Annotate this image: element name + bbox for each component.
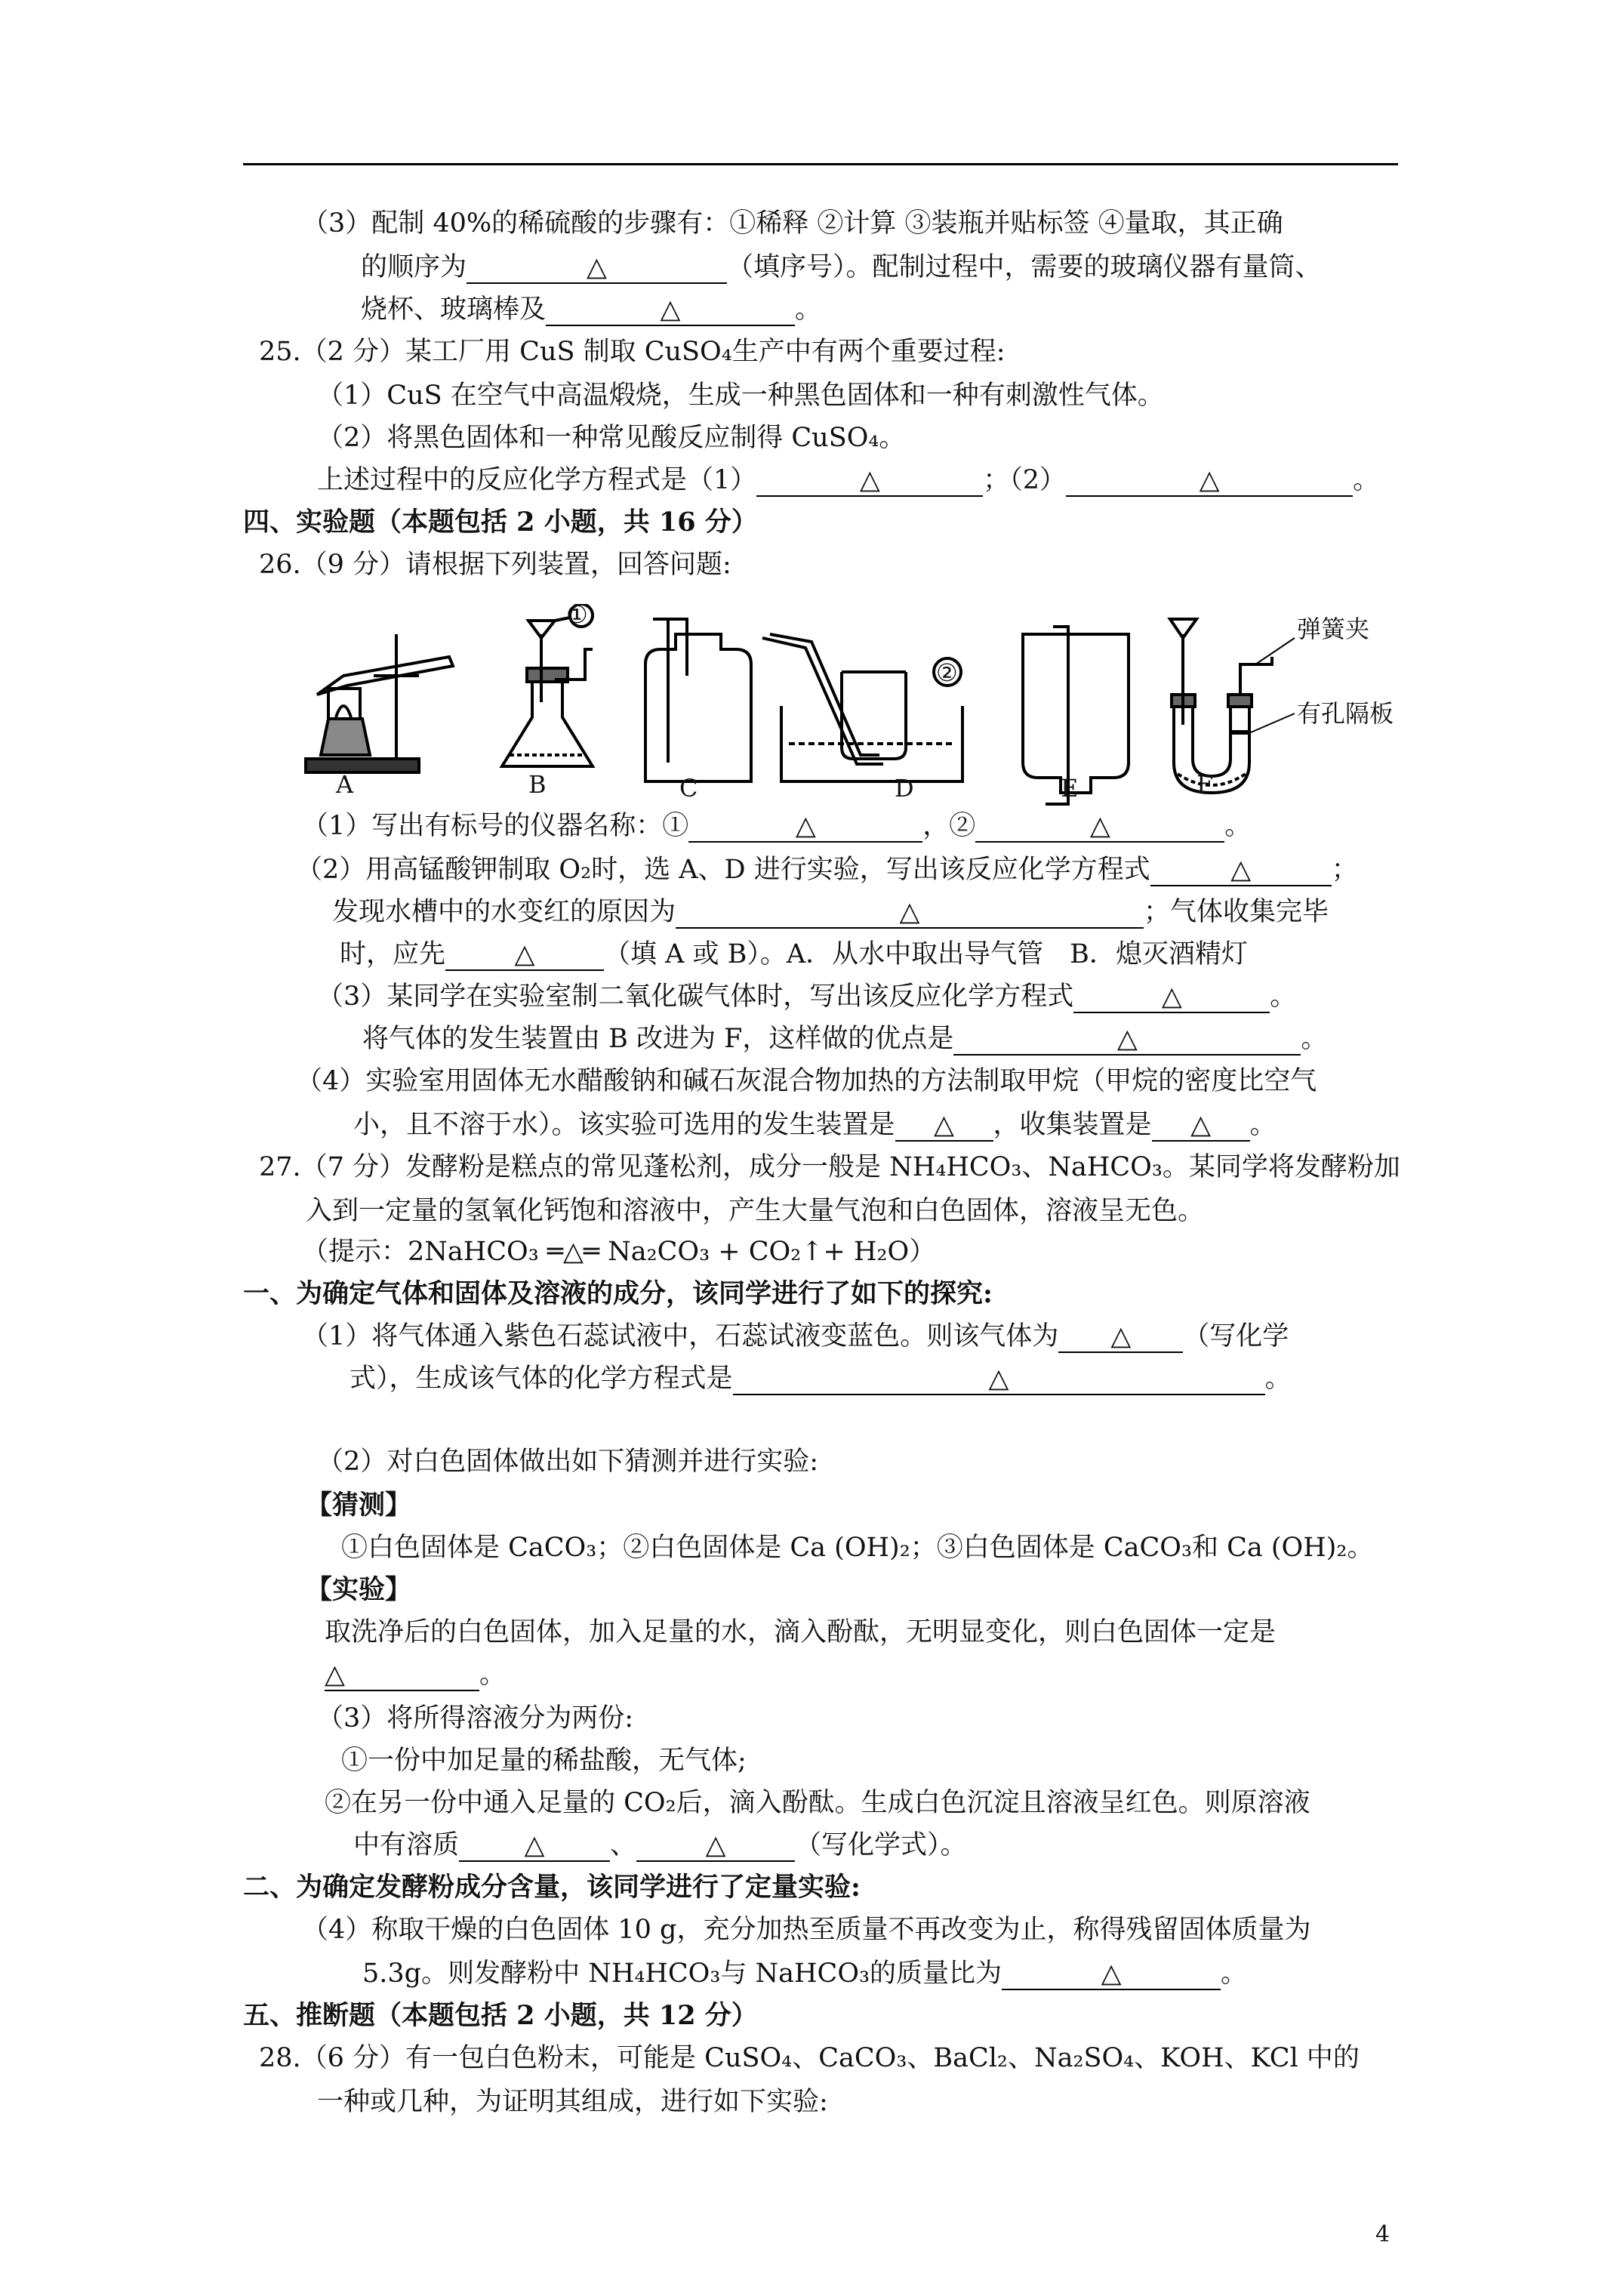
q27-hint: （提示：2NaHCO₃ ═△═ Na₂CO₃ + CO₂↑+ H₂O）	[302, 1237, 936, 1267]
text: 烧杯、玻璃棒及	[361, 294, 547, 325]
text: 的顺序为	[361, 252, 467, 282]
q26-s1	[302, 808, 1251, 844]
apparatus-c-icon	[645, 619, 751, 781]
answer-blank[interactable]: △	[676, 897, 1144, 929]
text: 5.3g。则发酵粉中 NH₄HCO₃与 NaHCO₃的质量比为	[362, 1959, 1002, 1989]
text: 时，应先	[340, 939, 446, 969]
q27-s1-line1	[302, 1318, 1289, 1354]
figure-label-e: E	[1061, 774, 1079, 803]
q25-title: 25.（2 分）某工厂用 CuS 制取 CuSO₄生产中有两个重要过程:	[259, 337, 1006, 367]
answer-blank[interactable]: △	[1002, 1959, 1221, 1990]
answer-blank[interactable]: △	[325, 1660, 479, 1691]
text: 。	[795, 294, 822, 325]
text: 发现水槽中的水变红的原因为	[332, 897, 676, 927]
text: （填 A 或 B）。A．从水中取出导气管 B．熄灭酒精灯	[604, 939, 1248, 969]
q27-part2-heading: 二、为确定发酵粉成分含量，该同学进行了定量实验:	[243, 1872, 861, 1903]
answer-blank[interactable]: △	[1066, 465, 1353, 497]
answer-blank[interactable]: △	[1073, 982, 1270, 1013]
q27-title-line2: 入到一定量的氢氧化钙饱和溶液中，产生大量气泡和白色固体，溶液呈无色。	[306, 1196, 1205, 1226]
text: ；气体收集完毕	[1144, 897, 1329, 927]
q25-step1: （1）CuS 在空气中高温煅烧，生成一种黑色固体和一种有刺激性气体。	[317, 381, 1164, 411]
q27-title-line1: 27.（7 分）发酵粉是糕点的常见蓬松剂，成分一般是 NH₄HCO₃、NaHCO₃。某同学将发酵粉加	[259, 1152, 1400, 1182]
text: （填序号）。配制过程中，需要的玻璃仪器有量筒、	[727, 252, 1322, 282]
answer-blank[interactable]: △	[895, 1110, 993, 1142]
q27-s4-line2	[362, 1955, 1247, 1992]
label-porous-plate: 有孔隔板	[1297, 699, 1394, 728]
text: 。	[1270, 982, 1297, 1012]
text: 。	[1224, 811, 1252, 841]
text: 。	[1301, 1024, 1328, 1054]
answer-blank[interactable]: △	[688, 811, 922, 843]
experiment-heading: 【实验】	[306, 1574, 412, 1605]
q27-s3-item1: ①一份中加足量的稀盐酸，无气体;	[341, 1746, 747, 1776]
answer-blank[interactable]: △	[1152, 1110, 1250, 1142]
answer-blank[interactable]: △	[636, 1830, 795, 1862]
experiment-answer	[325, 1657, 506, 1693]
q26-s2-line2	[332, 894, 1329, 930]
q27-part1-heading: 一、为确定气体和固体及溶液的成分，该同学进行了如下的探究:	[243, 1278, 993, 1309]
q27-s4-line1: （4）称取干燥的白色固体 10 g，充分加热至质量不再改变为止，称得残留固体质量为	[302, 1915, 1311, 1945]
answer-blank[interactable]: △	[467, 252, 727, 284]
q27-s3-item3	[353, 1827, 967, 1863]
section-5-heading: 五、推断题（本题包括 2 小题，共 12 分）	[243, 2000, 758, 2031]
guess-heading: 【猜测】	[306, 1490, 412, 1521]
text: ；（2）	[983, 465, 1067, 495]
label-spring-clip: 弹簧夹	[1297, 615, 1370, 643]
answer-blank[interactable]: △	[975, 811, 1224, 843]
figure-label-c: C	[679, 774, 698, 803]
text: 中有溶质	[353, 1830, 460, 1860]
text: （2）用高锰酸钾制取 O₂时，选 A、D 进行实验，写出该反应化学方程式	[296, 855, 1150, 885]
text: （写化学式）。	[795, 1830, 967, 1860]
text: 。	[1221, 1959, 1248, 1989]
header-rule	[243, 163, 1398, 165]
figure-marker-1: ①	[566, 600, 588, 629]
q27-s3-item2: ②在另一份中通入足量的 CO₂后，滴入酚酞。生成白色沉淀且溶液呈红色。则原溶液	[325, 1788, 1310, 1818]
text: ；	[1331, 855, 1358, 885]
q24-s3-line1: （3）配制 40%的稀硫酸的步骤有：①稀释 ②计算 ③装瓶并贴标签 ④量取，其正确	[302, 208, 1283, 239]
q26-s4-line2	[353, 1107, 1277, 1143]
apparatus-f-icon	[1170, 619, 1295, 793]
text: 式），生成该气体的化学方程式是	[350, 1364, 733, 1394]
text: （1）写出有标号的仪器名称：①	[302, 811, 689, 841]
answer-blank[interactable]: △	[1150, 855, 1332, 886]
experiment-text: 取洗净后的白色固体，加入足量的水，滴入酚酞，无明显变化，则白色固体一定是	[325, 1617, 1277, 1647]
q28-line2: 一种或几种，为证明其组成，进行如下实验:	[317, 2087, 828, 2117]
q26-title: 26.（9 分）请根据下列装置，回答问题:	[259, 550, 731, 580]
text: 上述过程中的反应化学方程式是（1）	[317, 465, 757, 495]
q25-equation-line	[317, 462, 1379, 498]
text: （写化学	[1183, 1321, 1289, 1351]
answer-blank[interactable]: △	[1058, 1321, 1183, 1353]
q27-s3: （3）将所得溶液分为两份:	[317, 1703, 634, 1734]
q26-s2-line3	[340, 936, 1248, 972]
figure-label-d: D	[895, 774, 914, 803]
text: （3）某同学在实验室制二氧化碳气体时，写出该反应化学方程式	[317, 982, 1074, 1012]
answer-blank[interactable]: △	[459, 1830, 610, 1862]
q26-s3-line1	[317, 978, 1296, 1015]
text: 。	[1249, 1110, 1277, 1140]
q26-s3-line2	[362, 1021, 1327, 1057]
page-number: 4	[1375, 2221, 1390, 2248]
figure-label-f: F	[1196, 770, 1214, 799]
q24-s3-line3	[361, 291, 821, 328]
text: （1）将气体通入紫色石蕊试液中，石蕊试液变蓝色。则该气体为	[302, 1321, 1059, 1351]
q26-s4-line1: （4）实验室用固体无水醋酸钠和碱石灰混合物加热的方法制取甲烷（甲烷的密度比空气	[296, 1066, 1317, 1096]
q27-s2: （2）对白色固体做出如下猜测并进行实验:	[317, 1447, 819, 1477]
text: 。	[1264, 1364, 1292, 1394]
figure-label-a: A	[336, 770, 354, 799]
apparatus-d-icon	[762, 634, 962, 781]
figure-label-b: B	[528, 770, 547, 799]
q24-s3-line2	[361, 249, 1322, 285]
guess-text: ①白色固体是 CaCO₃；②白色固体是 Ca (OH)₂；③白色固体是 CaCO₃和 Ca (OH)₂。	[341, 1533, 1374, 1563]
apparatus-figure	[298, 604, 1393, 808]
text: 将气体的发生装置由 B 改进为 F，这样做的优点是	[362, 1024, 954, 1054]
answer-blank[interactable]: △	[445, 939, 604, 971]
q27-s1-line2	[350, 1361, 1292, 1397]
answer-blank[interactable]: △	[733, 1364, 1265, 1395]
text: 。	[479, 1660, 507, 1690]
text: 小，且不溶于水）。该实验可选用的发生装置是	[353, 1110, 895, 1140]
text: 、	[610, 1830, 637, 1860]
answer-blank[interactable]: △	[546, 294, 795, 326]
text: ，②	[922, 811, 976, 841]
figure-marker-2: ②	[936, 658, 958, 687]
answer-blank[interactable]: △	[756, 465, 983, 497]
q28-line1: 28.（6 分）有一包白色粉末，可能是 CuSO₄、CaCO₃、BaCl₂、Na₂SO₄、KOH、KCl 中的	[259, 2043, 1360, 2073]
q25-step2: （2）将黑色固体和一种常见酸反应制得 CuSO₄。	[317, 423, 906, 453]
text: ，收集装置是	[993, 1110, 1152, 1140]
q26-s2-line1	[296, 852, 1358, 888]
apparatus-a-icon	[306, 634, 453, 772]
answer-blank[interactable]: △	[953, 1024, 1301, 1056]
text: 。	[1353, 465, 1380, 495]
section-4-heading: 四、实验题（本题包括 2 小题，共 16 分）	[243, 507, 758, 538]
